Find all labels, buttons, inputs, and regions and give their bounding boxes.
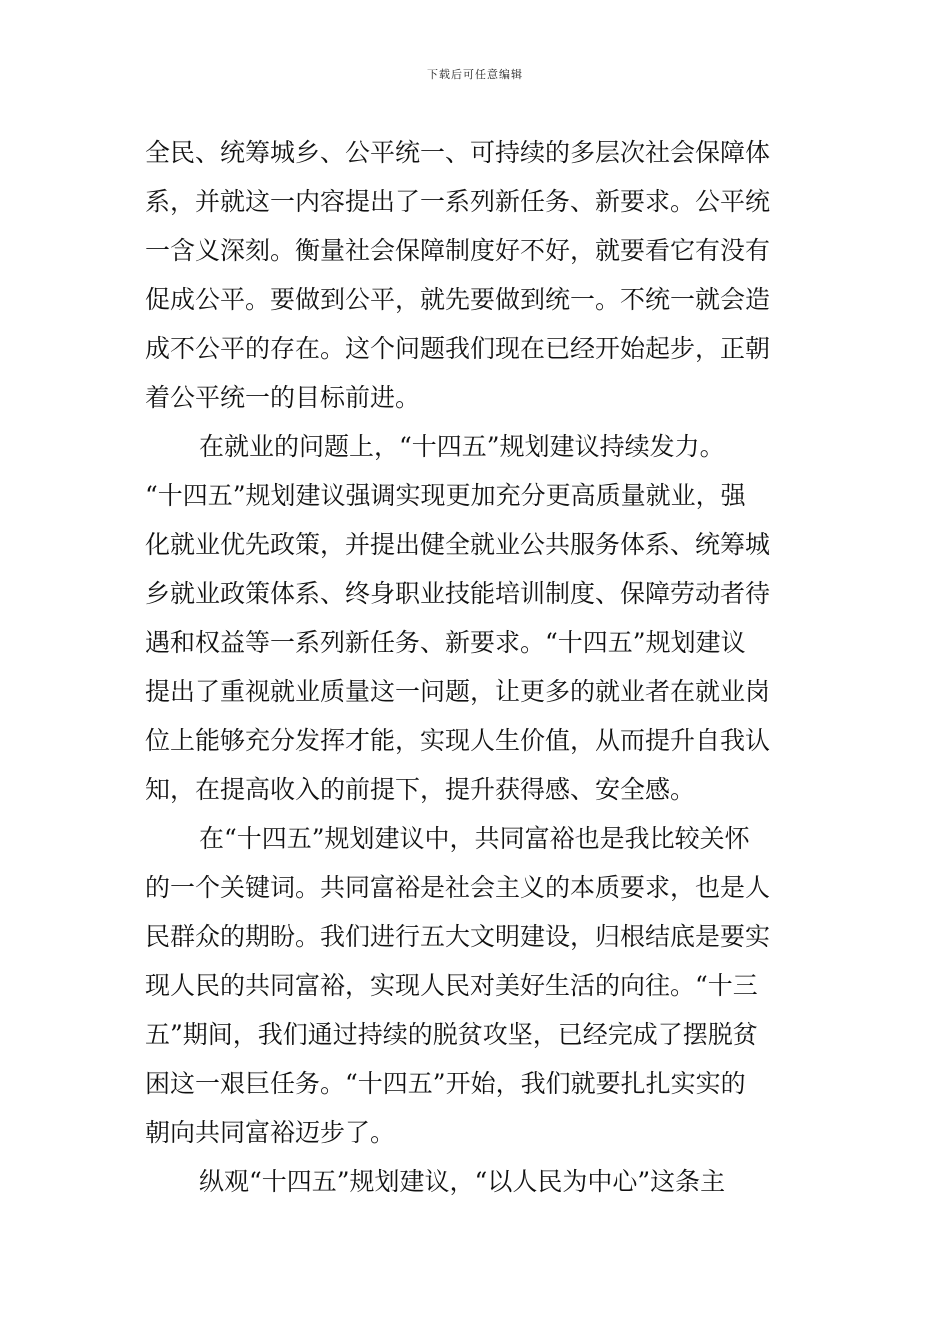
text-line: 化就业优先政策，并提出健全就业公共服务体系、统筹城 [145, 530, 771, 559]
paragraph-4 [145, 1157, 811, 1206]
text-line: 纵观“十四五”规划建议，“以人民为中心”这条主 [199, 1167, 726, 1196]
text-line: 乡就业政策体系、终身职业技能培训制度、保障劳动者待 [145, 579, 771, 608]
text-line: 系，并就这一内容提出了一系列新任务、新要求。公平统 [145, 187, 771, 216]
text-line: 全民、统筹城乡、公平统一、可持续的多层次社会保障体 [145, 138, 771, 167]
text-line: 位上能够充分发挥才能，实现人生价值，从而提升自我认 [145, 726, 771, 755]
paragraph-2 [145, 422, 811, 814]
text-line: 朝向共同富裕迈步了。 [145, 1118, 396, 1147]
text-line: 五”期间，我们通过持续的脱贫攻坚，已经完成了摆脱贫 [145, 1020, 758, 1049]
header-note: 下载后可任意编辑 [427, 68, 523, 81]
text-line: 提出了重视就业质量这一问题，让更多的就业者在就业岗 [145, 677, 771, 706]
body-text [145, 128, 811, 1206]
text-line: 民群众的期盼。我们进行五大文明建设，归根结底是要实 [145, 922, 771, 951]
text-line: 知，在提高收入的前提下，提升获得感、安全感。 [145, 775, 696, 804]
text-line: “十四五”规划建议强调实现更加充分更高质量就业，强 [145, 481, 746, 510]
text-line: 现人民的共同富裕，实现人民对美好生活的向往。“十三 [145, 971, 758, 1000]
text-line: 在“十四五”规划建议中，共同富裕也是我比较关怀 [199, 824, 750, 853]
text-line: 在就业的问题上，“十四五”规划建议持续发力。 [199, 432, 725, 461]
text-line: 遇和权益等一系列新任务、新要求。“十四五”规划建议 [145, 628, 746, 657]
text-line: 成不公平的存在。这个问题我们现在已经开始起步，正朝 [145, 334, 771, 363]
paragraph-3 [145, 814, 811, 1157]
text-line: 一含义深刻。衡量社会保障制度好不好，就要看它有没有 [145, 236, 771, 265]
text-line: 的一个关键词。共同富裕是社会主义的本质要求，也是人 [145, 873, 771, 902]
paragraph-1 [145, 128, 811, 422]
text-line: 着公平统一的目标前进。 [145, 383, 421, 412]
text-line: 促成公平。要做到公平，就先要做到统一。不统一就会造 [145, 285, 771, 314]
text-line: 困这一艰巨任务。“十四五”开始，我们就要扎扎实实的 [145, 1069, 746, 1098]
